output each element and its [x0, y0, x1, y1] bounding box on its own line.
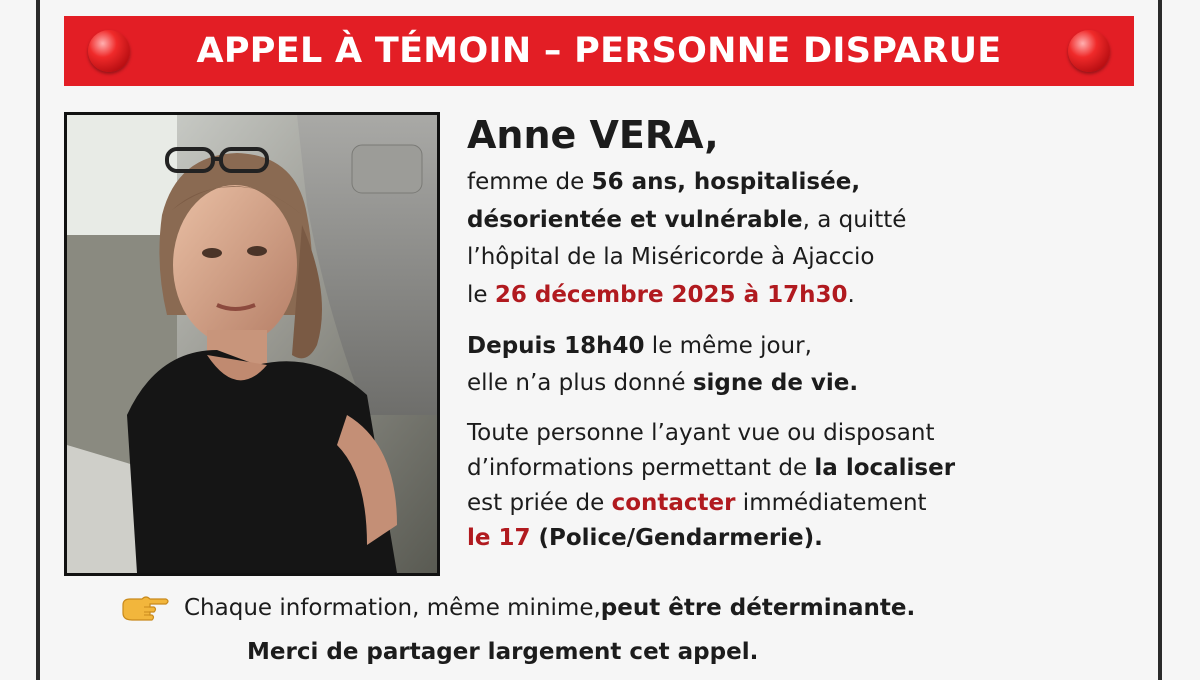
appeal-emphasis: la localiser	[814, 455, 956, 481]
emergency-number: le 17	[467, 525, 531, 551]
person-name: Anne VERA,	[467, 113, 719, 157]
appeal-text: immédiatement	[735, 490, 927, 516]
banner-title: APPEL À TÉMOIN – PERSONNE DISPARUE	[196, 31, 1002, 71]
last-contact-text: elle n’a plus donné	[467, 370, 693, 396]
appeal-line-3	[467, 486, 1147, 521]
appeal-line-1	[467, 416, 1147, 451]
person-photo-illustration	[67, 115, 437, 573]
description-line-1	[467, 164, 1147, 202]
age-status-text: 56 ans, hospitalisée,	[591, 169, 861, 195]
last-contact-time: Depuis 18h40	[467, 333, 645, 359]
alert-banner	[64, 16, 1134, 86]
page-border-left	[36, 0, 40, 680]
last-contact-line-2	[467, 365, 1147, 402]
description-line-3	[467, 239, 1147, 277]
last-contact-block	[467, 328, 1147, 402]
contact-emphasis: contacter	[611, 490, 736, 516]
page-border-right	[1158, 0, 1162, 680]
description-line-2	[467, 202, 1147, 240]
condition-text: désorientée et vulnérable	[467, 206, 803, 233]
appeal-line-4	[467, 521, 1147, 556]
red-dot-icon	[88, 30, 130, 72]
footer-line-1	[120, 590, 915, 626]
appeal-block	[467, 416, 1147, 556]
hospital-text: l’hôpital de la Miséricorde à Ajaccio	[467, 244, 875, 270]
last-contact-line-1	[467, 328, 1147, 365]
appeal-text: Toute personne l’ayant vue ou disposant	[467, 420, 935, 446]
pointing-hand-icon	[120, 593, 170, 623]
description-text: le	[467, 281, 495, 308]
appeal-text: d’informations permettant de	[467, 455, 815, 481]
description-text: femme de	[467, 169, 592, 195]
person-info	[467, 112, 1147, 556]
emergency-services: (Police/Gendarmerie).	[530, 525, 823, 551]
footer-text: Chaque information, même minime,	[184, 595, 601, 621]
footer-emphasis: peut être déterminante.	[600, 595, 916, 621]
red-dot-icon	[1068, 30, 1110, 72]
share-request: Merci de partager largement cet appel.	[247, 639, 759, 665]
last-contact-emphasis: signe de vie.	[692, 370, 859, 396]
description-text: .	[847, 281, 855, 308]
last-contact-text: le même jour,	[644, 333, 812, 359]
description-block	[467, 164, 1147, 314]
description-line-4	[467, 277, 1147, 315]
appeal-line-2	[467, 451, 1147, 486]
missing-person-photo	[64, 112, 440, 576]
appeal-text: est priée de	[467, 490, 612, 516]
departure-date: 26 décembre 2025 à 17h30	[494, 281, 848, 308]
description-text: , a quitté	[802, 206, 907, 233]
